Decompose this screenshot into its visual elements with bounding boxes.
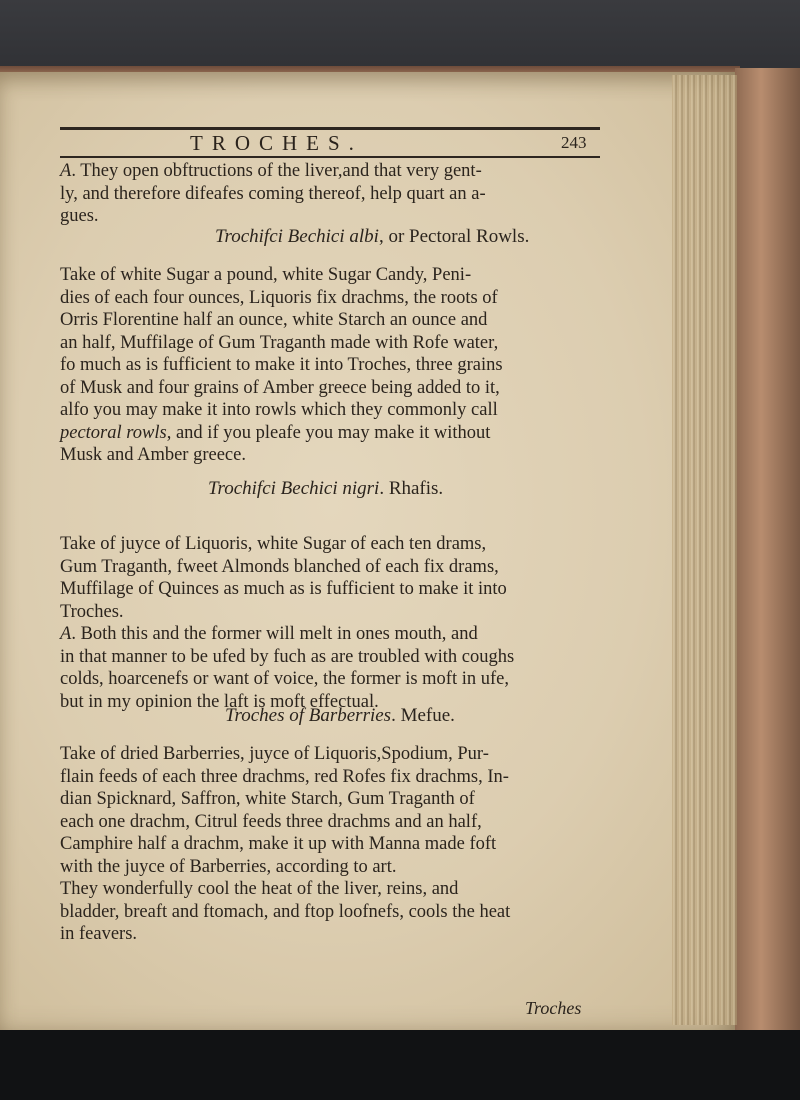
italic-text-run: Trochifci Bechici nigri — [208, 478, 380, 499]
text-line — [60, 183, 486, 206]
header-rule-bottom — [60, 156, 600, 158]
text-run: They wonderfully cool the heat of the liver, reins, and — [60, 879, 459, 899]
text-line — [60, 422, 503, 445]
scan-background-bottom — [0, 1030, 800, 1100]
header-rule-top — [60, 127, 600, 130]
text-line — [60, 332, 503, 355]
text-run: , and if you pleafe you may make it without — [166, 422, 491, 443]
text-run: . Mefue. — [391, 705, 455, 726]
text-line — [60, 833, 510, 856]
text-run: . They open obftructions of the liver,and that very gent- — [71, 161, 482, 181]
text-run: in feavers. — [60, 924, 138, 944]
text-run: bladder, breaft and ftomach, and ftop loofnefs, cools the heat — [60, 901, 511, 922]
page-number: 243 — [561, 133, 587, 152]
recipe-pectoral-rowls — [60, 264, 503, 467]
text-run: dies of each four ounces, Liquoris fix drachms, the roots of — [60, 287, 498, 308]
text-run: . Rhafis. — [379, 478, 444, 499]
text-run: . Both this and the former will melt in ones mouth, and — [71, 624, 478, 644]
text-line — [60, 601, 514, 624]
text-run: of Musk and four grains of Amber greece being added to it, — [60, 377, 500, 398]
text-line — [60, 811, 510, 834]
text-line — [60, 856, 510, 879]
italic-text-run: Troches of Barberries — [225, 705, 392, 726]
text-line — [60, 556, 514, 579]
page-stack-edge — [672, 75, 737, 1025]
text-line — [60, 354, 503, 377]
text-line — [60, 743, 510, 766]
text-line — [60, 623, 514, 646]
intro-paragraph — [60, 160, 486, 228]
text-run: in that manner to be ufed by fuch as are troubled with coughs — [60, 646, 515, 667]
text-run: fo much as is fufficient to make it into Troches, three grains — [60, 355, 503, 375]
text-line — [60, 399, 503, 422]
text-line — [60, 646, 514, 669]
text-run: with the juyce of Barberries, according to art. — [60, 856, 397, 877]
text-run: Camphire half a drachm, make it up with Manna made foft — [60, 834, 497, 854]
text-run: alfo you may make it into rowls which they commonly call — [60, 400, 498, 420]
text-run: each one drachm, Citrul feeds three drachms and an half, — [60, 811, 482, 832]
italic-text-run: pectoral rowls — [60, 422, 167, 443]
text-run: Troches. — [60, 601, 124, 622]
text-run: ly, and therefore difeafes coming thereof, help quart an a- — [60, 183, 486, 204]
text-run: Take of white Sugar a pound, white Sugar Candy, Peni- — [60, 265, 472, 285]
text-line — [60, 788, 510, 811]
text-line — [60, 160, 486, 183]
text-run: , or Pectoral Rowls. — [378, 226, 530, 247]
book-binding-spine — [735, 68, 800, 1038]
text-run: gues. — [60, 206, 99, 226]
text-run: dian Spicknard, Saffron, white Starch, Gum Traganth of — [60, 789, 475, 809]
section-heading-bechici-nigri — [208, 478, 443, 500]
italic-text-run: Trochifci Bechici albi — [215, 226, 379, 247]
text-line — [60, 578, 514, 601]
text-run: Take of dried Barberries, juyce of Liquoris,Spodium, Pur- — [60, 744, 489, 764]
italic-text-run: A — [60, 624, 72, 644]
text-line — [60, 287, 503, 310]
text-line — [60, 205, 486, 228]
text-line — [60, 766, 510, 789]
text-line — [60, 923, 510, 946]
running-head: TROCHES. — [190, 131, 363, 155]
text-run: Take of juyce of Liquoris, white Sugar of each ten drams, — [60, 534, 487, 554]
text-line — [60, 264, 503, 287]
text-line — [60, 878, 510, 901]
text-run: Muffilage of Quinces as much as is fufficient to make it into — [60, 579, 507, 599]
text-line — [60, 444, 503, 467]
text-run: Orris Florentine half an ounce, white Starch an ounce and — [60, 310, 488, 330]
text-line — [60, 668, 514, 691]
text-run: an half, Muffilage of Gum Traganth made with Rofe water, — [60, 332, 499, 353]
text-line — [60, 309, 503, 332]
italic-text-run: A — [60, 161, 72, 181]
text-run: colds, hoarcenefs or want of voice, the former is moft in ufe, — [60, 669, 509, 689]
catchword: Troches — [525, 998, 582, 1018]
text-run: Musk and Amber greece. — [60, 445, 246, 465]
text-line — [60, 377, 503, 400]
section-heading-pectoral-rowls — [215, 226, 529, 248]
text-run: but in my opinion the laft is moft effectual. — [60, 691, 379, 712]
text-run: Gum Traganth, fweet Almonds blanched of each fix drams, — [60, 556, 499, 577]
text-line — [60, 901, 510, 924]
section-heading-barberries — [225, 705, 455, 727]
text-line — [60, 533, 514, 556]
recipe-barberries — [60, 743, 510, 946]
text-run: flain feeds of each three drachms, red Rofes fix drachms, In- — [60, 766, 509, 787]
recipe-bechici-nigri — [60, 533, 514, 713]
